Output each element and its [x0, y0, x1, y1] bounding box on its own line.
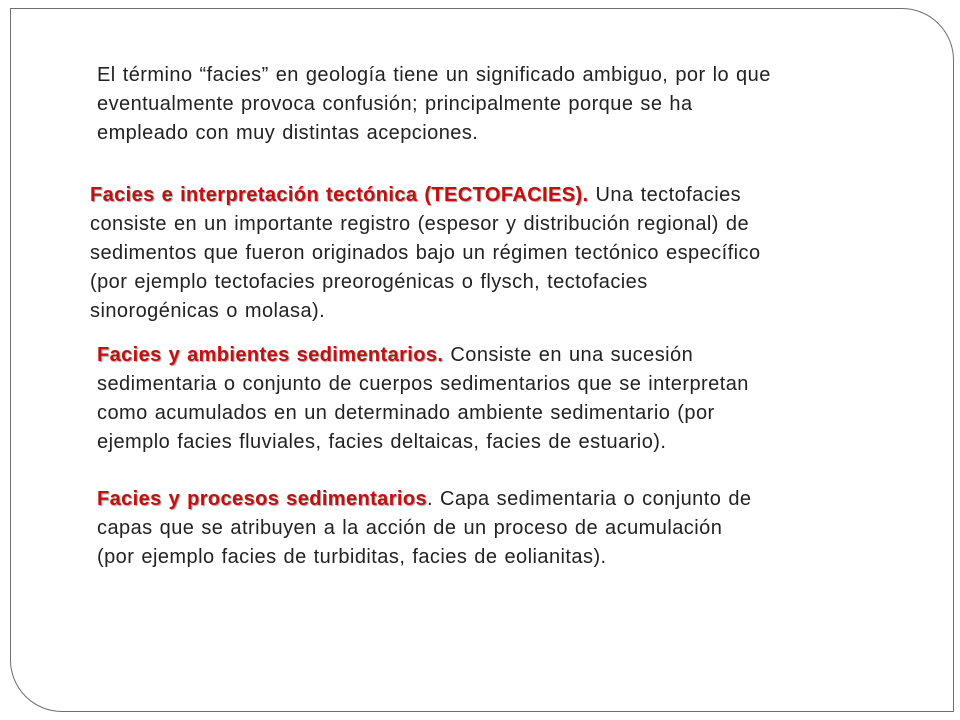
ambientes-line-2: sedimentaria o conjunto de cuerpos sedimentarios que se interpretan: [97, 373, 749, 395]
tectofacies-paragraph: [90, 181, 880, 326]
intro-line-2: eventualmente provoca confusión; principalmente porque se ha: [97, 93, 693, 115]
tectofacies-line-3: sedimentos que fueron originados bajo un régimen tectónico específico: [90, 242, 761, 264]
ambientes-line-3: como acumulados en un determinado ambiente sedimentario (por: [97, 402, 715, 424]
procesos-heading: Facies y procesos sedimentarios: [97, 488, 427, 510]
tectofacies-line-1: Una tectofacies: [588, 184, 742, 206]
procesos-line-1: . Capa sedimentaria o conjunto de: [427, 488, 752, 510]
procesos-paragraph: [97, 485, 887, 572]
tectofacies-heading: Facies e interpretación tectónica (TECTOFACIES).: [90, 184, 589, 206]
ambientes-line-4: ejemplo facies fluviales, facies deltaicas, facies de estuario).: [97, 431, 667, 453]
procesos-line-2: capas que se atribuyen a la acción de un proceso de acumulación: [97, 517, 723, 539]
tectofacies-line-2: consiste en un importante registro (espesor y distribución regional) de: [90, 213, 750, 235]
ambientes-line-1: Consiste en una sucesión: [443, 344, 694, 366]
intro-line-1: El término “facies” en geología tiene un significado ambiguo, por lo que: [97, 64, 771, 86]
procesos-line-3: (por ejemplo facies de turbiditas, facies de eolianitas).: [97, 546, 607, 568]
ambientes-heading: Facies y ambientes sedimentarios.: [97, 344, 444, 366]
intro-paragraph: [97, 61, 877, 148]
intro-line-3: empleado con muy distintas acepciones.: [97, 122, 479, 144]
tectofacies-line-4: (por ejemplo tectofacies preorogénicas o flysch, tectofacies: [90, 271, 648, 293]
tectofacies-line-5: sinorogénicas o molasa).: [90, 300, 326, 322]
ambientes-paragraph: [97, 341, 887, 457]
